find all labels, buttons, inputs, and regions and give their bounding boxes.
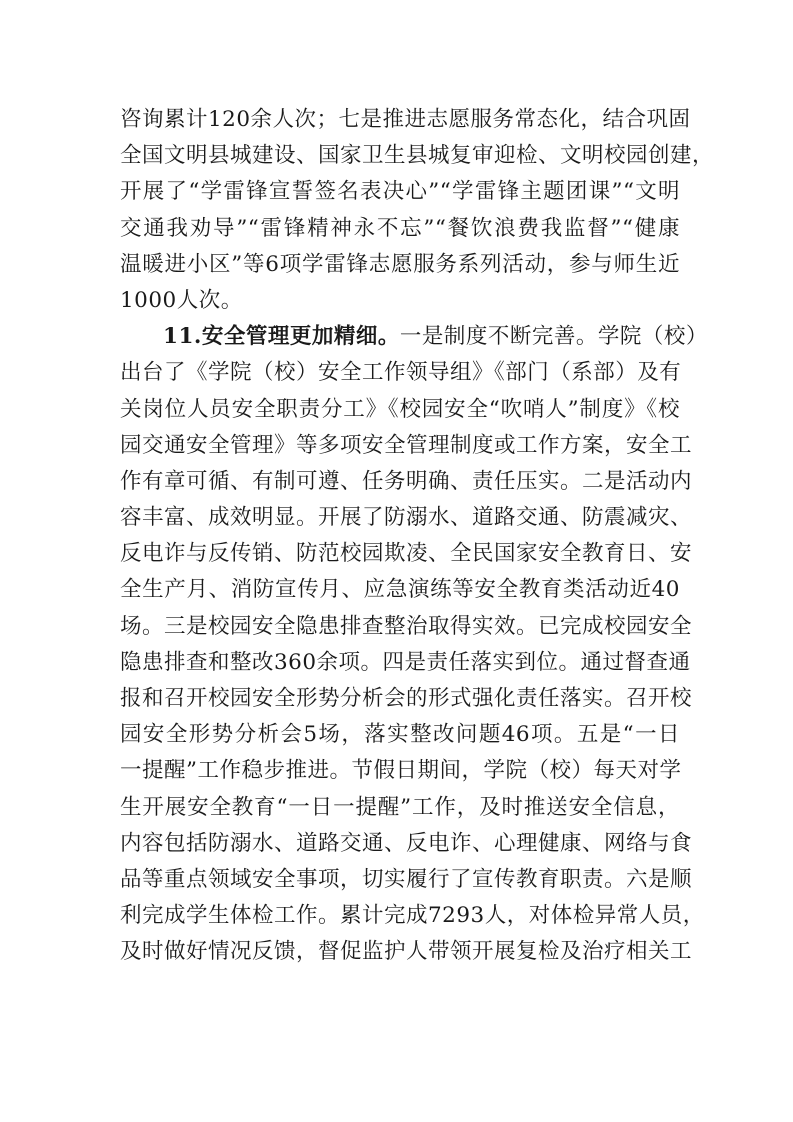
text-line: 园安全形势分析会5场，落实整改问题46项。五是“一日 (120, 722, 680, 748)
text-line: 关岗位人员安全职责分工》《校园安全“吹哨人”制度》《校 (120, 396, 680, 422)
text-line: 生开展安全教育“一日一提醒”工作，及时推送安全信息， (120, 794, 680, 820)
text-line: 内容包括防溺水、道路交通、反电诈、心理健康、网络与食 (120, 830, 693, 856)
text-line: 一提醒”工作稳步推进。节假日期间，学院（校）每天对学 (120, 758, 682, 784)
paragraph-volunteer-service (120, 102, 715, 319)
text-line: 容丰富、成效明显。开展了防溺水、道路交通、防震减灾、 (120, 505, 693, 531)
text-line: 开展了“学雷锋宣誓签名表决心”“学雷锋主题团课”“文明 (120, 179, 680, 205)
text-line: 园交通安全管理》等多项安全管理制度或工作方案，安全工 (120, 432, 693, 458)
text-line: 全国文明县城建设、国家卫生县城复审迎检、文明校园创建， (120, 143, 715, 169)
text-line: 利完成学生体检工作。累计完成7293人，对体检异常人员， (120, 903, 705, 929)
text-line: 作有章可循、有制可遵、任务明确、责任压实。二是活动内 (120, 468, 693, 494)
section-heading: 11.安全管理更加精细。 (163, 324, 400, 350)
text-line: 报和召开校园安全形势分析会的形式强化责任落实。召开校 (120, 686, 693, 711)
text-line: 出台了《学院（校）安全工作领导组》《部门（系部）及有 (120, 360, 682, 386)
text-line: 场。三是校园安全隐患排查整治取得实效。已完成校园安全 (120, 613, 693, 639)
text-line: 交通我劝导”“雷锋精神永不忘”“餐饮浪费我监督”“健康 (120, 215, 680, 241)
text-line: 全生产月、消防宣传月、应急演练等安全教育类活动近40 (120, 577, 680, 603)
text-line: 温暖进小区”等6项学雷锋志愿服务系列活动，参与师生近 (120, 251, 680, 277)
text-line: 隐患排查和整改360余项。四是责任落实到位。通过督查通 (120, 649, 691, 675)
document-body (120, 102, 715, 971)
section-first-line (120, 319, 708, 355)
text-line: 品等重点领域安全事项，切实履行了宣传教育职责。六是顺 (120, 866, 693, 892)
text-line: 1000人次。 (120, 287, 243, 313)
text-line: 咨询累计120余人次；七是推进志愿服务常态化，结合巩固 (120, 107, 691, 132)
text-segment: 一是制度不断完善。学院（校） (399, 324, 708, 350)
paragraph-safety-management (120, 319, 708, 970)
text-line: 及时做好情况反馈，督促监护人带领开展复检及治疗相关工 (120, 939, 693, 965)
text-line: 反电诈与反传销、防范校园欺凌、全民国家安全教育日、安 (120, 541, 693, 567)
